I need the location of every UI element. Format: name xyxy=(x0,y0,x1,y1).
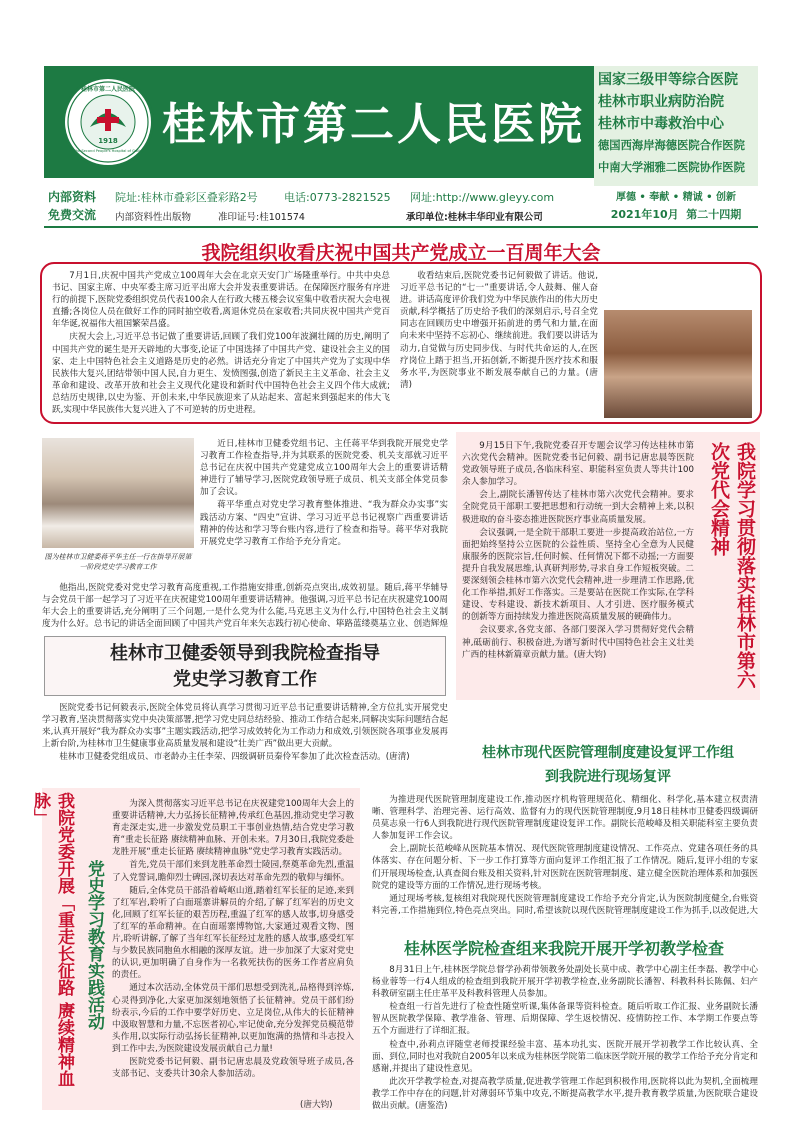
logo-english: The Second People's Hospital of Guilin xyxy=(73,149,143,153)
paragraph: 他指出,医院党委对党史学习教育高度重视,工作措施安排重,创新亮点突出,成效初显。随后,蒋平华辅导与会党员干部一起学习了习近平在庆祝建党100周年重要讲话精神。他强调,习近平总书记在庆祝建党100周年大会上的重要讲话,充分阐明了三个问题,一是什么党为什么能,马克思主义为什么行,中国特色社会主义制度为什么好。总书记的讲话全面回顾了中国共产党百年来矢志践行初心使命、筚路蓝缕奠基立业、创造辉煌 xyxy=(42,583,448,630)
info-printer: 承印单位:桂林丰华印业有限公司 xyxy=(406,212,543,223)
byline: (唐大钧) xyxy=(300,1100,333,1110)
issue-date: 2021年10月 第二十四期 xyxy=(610,208,742,221)
title-line: 德国西海岸海德医院合作医院 xyxy=(598,139,745,152)
paragraph: 桂林市卫健委党组成员、市老龄办主任李荣、四级调研员秦伶军参加了此次检查活动。(唐清) xyxy=(59,752,410,763)
title-line: 国家三级甲等综合医院 xyxy=(598,72,738,88)
article-column xyxy=(52,270,390,416)
article-column xyxy=(42,702,448,778)
paragraph: 收看结束后,医院党委书记何毅做了讲话。他说,习近平总书记的“七一”重要讲话,令人鼓舞、催人奋进。讲话高度评价我们党为中华民族作出的伟大历史贡献,科学概括了历史给予我们的深刻启示,号召全党同志在回顾历史中增强开拓前进的勇气和力量,在面向未来中坚持不忘初心、继续前进。我们要以讲话为动力,自觉做与历史同步伐、与时代共命运的人,在医疗岗位上踏于担当,开拓创新,不断提升医疗技术和服务水平,为医院事业不断发展奉献自己的力量。(唐清) xyxy=(400,271,598,390)
paragraph: 会上,副院长潘智传达了桂林市第六次党代会精神。要求全院党员干部职工要把思想和行动统一到大会精神上来,以积极进取的奋斗姿态推进医院医疗事业高质量发展。 xyxy=(462,490,694,525)
headline: 到我院进行现场复评 xyxy=(545,769,671,785)
logo-year: 1918 xyxy=(98,137,118,145)
info-tag: 免费交流 xyxy=(48,208,97,222)
vertical-headline: 我院学习贯彻落实桂林市第六次党代会精神 xyxy=(708,442,756,689)
headline: 桂林市现代医院管理制度建设复评工作组 xyxy=(482,745,734,761)
info-address: 院址:桂林市叠彩区叠彩路2号 xyxy=(115,191,258,204)
hospital-titles-panel xyxy=(594,66,758,186)
paragraph: 此次开学教学检查,对提高教学质量,促进教学管理工作起到积极作用,医院将以此为契机,全面梳理教学工作中存在的问题,针对薄弱环节集中攻克,不断提高教学水平,提升教育教学质量,为医院联合建设做出贡献。(唐鉴浩) xyxy=(372,1076,758,1112)
headline: 我院组织收看庆祝中国共产党成立一百周年大会 xyxy=(201,242,601,264)
info-publication: 内部资料性出版物 xyxy=(115,212,192,223)
paragraph: 医院党委书记何毅、副书记唐忠晨及党政领导班子成员,各支部书记、支委共计30余人参加活动。 xyxy=(112,1056,354,1080)
title-line: 中南大学湘雅二医院协作医院 xyxy=(598,161,745,174)
hospital-logo xyxy=(62,76,154,168)
headline: 桂林市卫健委领导到我院检查指导 xyxy=(110,643,380,664)
article-column xyxy=(200,438,448,548)
meeting-photo xyxy=(604,310,752,418)
paragraph: 近日,桂林市卫健委党组书记、主任蒋平华到我院开展党史学习教育工作检查指导,并为其联系的医院党委、机关支部就习近平总书记在庆祝中国共产党建党成立100周年大会上的重要讲话精神进行了辅导学习,医院党政领导班子成员、机关支部全体党员参加了会议。 xyxy=(200,439,448,498)
paragraph: 会议要求,各党支部、各部门要深入学习贯彻好党代会精神,砥砺前行、积极奋进,为谱写新时代中国特色社会主义壮美广西的桂林新篇章贡献力量。(唐大钧) xyxy=(462,625,694,660)
vertical-headline: 我院党委开展「重走长征路 赓续精神血脉」 xyxy=(30,792,74,1087)
newspaper-title: 桂林市第二人民医院 xyxy=(162,99,585,150)
paragraph: 会议强调,一是全院干部职工要进一步提高政治站位,一方面把始终坚持公立医院的公益性质、坚持全心全意为人民健康服务的医院宗旨,任何时候、任何情况下都不动摇;一方面要提升自我发展思维,认真研判形势,寻求自身工作短板突破。二要深刻领会桂林市第六次党代会精神,进一步理清工作思路,优化工作举措,抓好工作落实。三是要站在医院工作实际,在学科建设、专科建设、新技术新项目、人才引进、医疗服务模式的创新等方面持续发力推进医院高质量发展的硬确伟力。 xyxy=(462,527,694,623)
title-line: 桂林市中毒救治中心 xyxy=(598,116,724,132)
article-column xyxy=(462,440,694,692)
paragraph: 8月31日上午,桂林医学院总督学孙莉带领教务处副处长莫中成、教学中心副主任李磊、教学中心杨业蓉等一行4人组成的检查组到我院开展开学初教学检查,业务副院长潘智、科教科科长陈佩、妇产科教研室副主任庄革平及科教科管理人员参加。 xyxy=(372,965,758,1000)
paragraph: 随后,全体党员干部沿着崎岖山道,踏着红军长征的足迹,来到了红军岩,聆听了白面瑶寨讲解员的介绍,了解了红军岩的历史文化,回顾了红军长征的艰苦历程,重温了红军的感人故事,切身感受了红军的革命精神。在白面瑶寨博物馆,大家通过观看文物、图片,聆听讲解,了解了当年红军长征经过龙胜的感人故事,感受红军与少数民族同胞鱼水相融的深厚友谊。进一步加深了大家对党史的认识,更加明确了自身作为一名救死扶伤的医务工作者应肩负的责任。 xyxy=(112,885,354,981)
logo-ring-text: 桂林市第二人民医院 xyxy=(80,86,135,93)
article-column xyxy=(112,798,354,1096)
inspection-photo xyxy=(42,438,194,548)
paragraph: 首先,党员干部们来到龙胜革命烈士陵园,祭奠革命先烈,重温了入党誓词,瞻仰烈士碑园,深切表达对革命先烈的敬仰与缅怀。 xyxy=(112,860,354,883)
paragraph: 为推进现代医院管理制度建设工作,推动医疗机构管理规范化、精细化、科学化,基本建立权责清晰、管理科学、治理完善、运行高效、监督有力的现代医院管理制度,9月18日桂林市卫健委四级调研员莫志泉一行6人到我院进行现代医院管理制度建设复评工作。副院长范峻峰及相关职能科室主要负责人参加复评工作会议。 xyxy=(372,795,758,842)
divider xyxy=(44,226,758,228)
paragraph: 通过本次活动,全体党员干部们思想受到洗礼,品格得到淬炼,心灵得到净化,大家更加深刻地领悟了长征精神。党员干部们纷纷表示,今后的工作中要学好历史、立足岗位,从伟大的长征精神中汲取智慧和力量,不忘医者初心,牢记使命,充分发挥党员模范带头作用,以实际行动弘扬长征精神,以更加饱满的热情和斗志投入到工作中去,为医院建设发展贡献自己力量! xyxy=(112,983,354,1054)
article-column xyxy=(400,270,752,420)
motto: 厚德 • 奉献 • 精诚 • 创新 xyxy=(615,192,737,203)
headline-box xyxy=(44,636,446,696)
article-column xyxy=(372,964,758,1114)
paragraph: 会上,副院长范峻峰从医院基本情况、现代医院管理制度建设情况、工作亮点、党建各项任务的具体落实、存在问题分析、下一步工作打算等方面向复评工作组汇报了工作情况。随后,复评小组的专家们开展现场检查,认真查阅台账及相关资料,针对医院在医院管理制度、建立健全医院治理体系和加强医院党的建设等方面的工作情况,进行现场考核。 xyxy=(372,844,758,891)
paragraph: 7月1日,庆祝中国共产党成立100周年大会在北京天安门广场隆重举行。中共中央总书记、国家主席、中央军委主席习近平出席大会并发表重要讲话。在保障医疗服务有序进行的前提下,医院党委组织党员代表100余人在行政大楼五楼会议室集中收看庆祝大会电视直播;各岗位人员在做好工作的同时抽空收看,离退休党员在家收看;共同庆祝中国共产党百年华诞,祝福伟大祖国繁荣昌盛。 xyxy=(52,271,390,330)
headline: 党史学习教育工作 xyxy=(173,669,317,690)
paragraph: 庆祝大会上,习近平总书记做了重要讲话,回顾了我们党100年波澜壮阔的历史,阐明了中国共产党的诞生是开天辟地的大事变,论证了中国选择了中国共产党、建设社会主义的国家、走上中国特色社会主义道路是历史的必然。讲话充分肯定了中国共产党为了实现中华民族伟大复兴,团结带领中国人民,自力更生、发愤图强,创造了新民主主义革命、社会主义革命和建设、改革开放和社会主义现代化建设和新时代中国特色社会主义四个伟大成就;总结历史规律,以史为鉴、开创未来,中华民族迎来了从站起来、富起来到强起来的伟大飞跃,实现中华民族伟大复兴进入了不可逆转的历史进程。 xyxy=(52,332,390,416)
headline: 桂林医学院检查组来我院开展开学初教学检查 xyxy=(403,939,724,958)
paragraph: 通过现场考核,复核组对我院现代医院管理制度建设工作给予充分肯定,认为医院制度健全,台账资料完善,工作措施到位,特色亮点突出。同时,希望该院以现代医院管理制度建设工作为抓手,以改促进,大 xyxy=(372,893,758,916)
paragraph: 9月15日下午,我院党委召开专题会议学习传达桂林市第六次党代会精神。医院党委书记何毅、副书记唐忠晨等医院党政领导班子成员,各临床科室、职能科室负责人等共计100余人参加学习。 xyxy=(462,441,694,488)
paragraph: 医院党委书记何毅表示,医院全体党员将认真学习贯彻习近平总书记重要讲话精神,全方位扎实开展党史学习教育,坚决贯彻落实党中央决策部署,把学习党史同总结经验、推动工作结合起来,同解决实际问题结合起来,认真开展好“我为群众办实事”主题实践活动,把学习成效转化为工作动力和成效,引领医院各项事业发展再上新台阶,为桂林市卫生健康事业高质量发展和建设“壮美广西”做出更大贡献。 xyxy=(42,703,448,750)
paragraph: 检查组一行首先进行了检查性随堂听课,集体备课等资料检查。随后听取工作汇报、业务副院长潘智从医院教学保障、教学准备、管理、后期保障、学生返校情况、疫情防控工作、本学期工作要点等五个方面进行了详细汇报。 xyxy=(372,1002,758,1037)
vertical-headline: 党史学习教育实践活动 xyxy=(84,860,104,1030)
article-column xyxy=(42,582,448,630)
paragraph: 蒋平华重点对党史学习教育整体推进、“我为群众办实事”实践活动方案、“四史”宣讲、学习习近平总书记视察广西重要讲话精神的传达和学习等台账内容,进行了检查和指导。蒋平华对我院开展党史学习教育工作给予充分肯定。 xyxy=(200,500,448,547)
info-website: 网址:http://www.gleyy.com xyxy=(410,191,555,204)
info-phone: 电话:0773-2821525 xyxy=(284,191,391,204)
info-tag: 内部资料 xyxy=(48,190,97,204)
paragraph: 检查中,孙莉点评随堂老师授课经验丰富、基本功扎实、医院开展开学初教学工作比较认真、全面、到位,同时也对我院自2005年以来成为桂林医学院第二临床医学院开展的教学工作给予充分肯定和感谢,并提出了建设性意见。 xyxy=(372,1039,758,1074)
paragraph: 为深入贯彻落实习近平总书记在庆祝建党100周年大会上的重要讲话精神,大力弘扬长征精神,传承红色基因,推动党史学习教育走深走实,进一步激发党员职工干事创业热情,结合党史学习教育“重走长征路 赓续精神血脉、开创未来。7月30日,我院党委赴龙胜开展“重走长征路 赓续精神血脉”党史学习教育实践活动。 xyxy=(112,799,354,858)
info-permit: 准印证号:桂101574 xyxy=(218,212,305,223)
article-column xyxy=(372,794,758,918)
title-line: 桂林市职业病防治院 xyxy=(598,94,724,110)
photo-caption: 图为桂林市卫健委蒋平华主任一行在指导开展第一阶段党史学习教育工作 xyxy=(44,553,192,571)
